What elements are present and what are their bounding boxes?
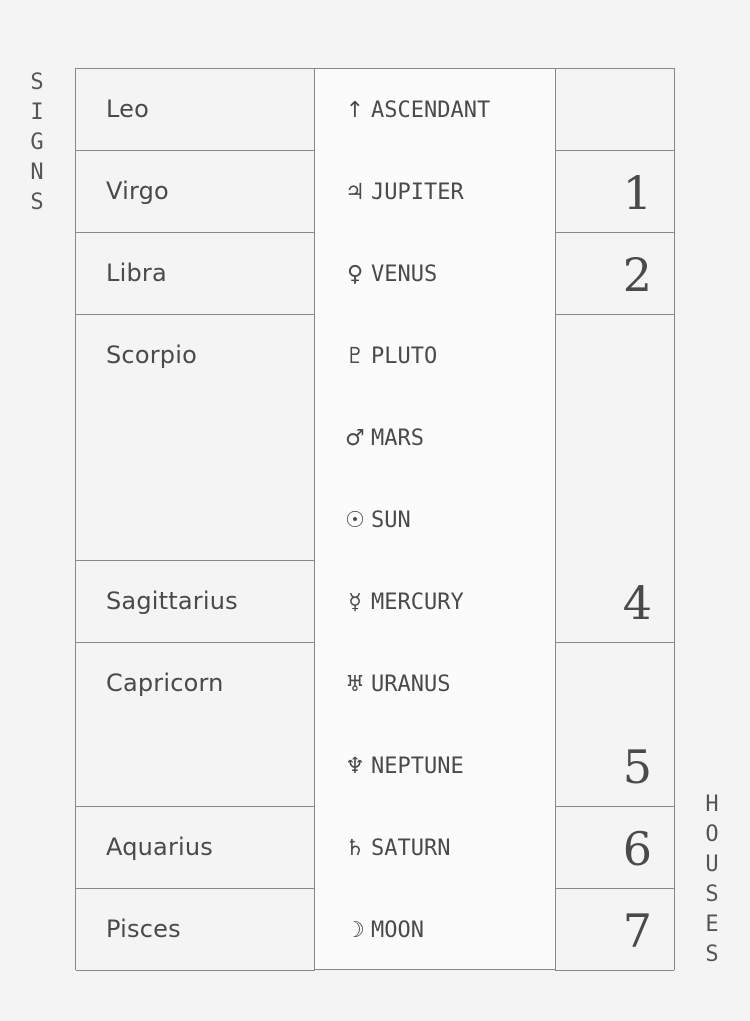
planet-name: SUN <box>371 507 411 533</box>
planet-item <box>343 807 450 889</box>
houses-letter: E <box>705 912 719 937</box>
sign-name: Scorpio <box>106 341 197 369</box>
houses-vertical-label <box>701 790 723 970</box>
signs-column <box>75 68 315 970</box>
jupiter-icon: ♃ <box>345 179 365 205</box>
signs-letter: S <box>30 70 44 95</box>
house-cell <box>555 806 674 888</box>
mercury-icon: ☿ <box>348 589 362 615</box>
house-number: 1 <box>622 166 652 220</box>
houses-letter: O <box>705 822 719 847</box>
moon-icon: ☽ <box>345 917 365 943</box>
house-cell <box>555 314 674 642</box>
neptune-icon: ♆ <box>345 753 365 779</box>
sign-name: Libra <box>106 259 167 287</box>
sun-icon: ☉ <box>345 507 365 533</box>
signs-letter: G <box>30 130 44 155</box>
pluto-icon: ♇ <box>345 343 365 369</box>
house-number: 7 <box>622 904 652 958</box>
planet-name: MERCURY <box>371 589 464 615</box>
house-cell <box>555 232 674 314</box>
sign-name: Pisces <box>106 915 181 943</box>
planet-name: ASCENDANT <box>371 97 491 123</box>
house-number: 4 <box>622 576 652 630</box>
house-number: 5 <box>622 740 652 794</box>
houses-letter: S <box>705 882 719 907</box>
sign-cell <box>76 150 315 232</box>
houses-letter: S <box>705 942 719 967</box>
sign-cell <box>76 232 315 314</box>
signs-vertical-label <box>26 68 48 218</box>
sign-cell <box>76 806 315 888</box>
planets-column <box>314 68 556 970</box>
signs-letter: S <box>30 190 44 215</box>
planet-name: PLUTO <box>371 343 438 369</box>
venus-icon: ♀ <box>346 261 364 287</box>
planet-name: NEPTUNE <box>371 753 464 779</box>
planet-item <box>343 69 490 151</box>
signs-letter: N <box>30 160 44 185</box>
planet-name: URANUS <box>371 671 451 697</box>
planet-name: MOON <box>371 917 424 943</box>
sign-cell <box>76 642 315 806</box>
planet-name: MARS <box>371 425 424 451</box>
saturn-icon: ♄ <box>345 835 365 861</box>
planet-item <box>343 643 450 725</box>
sign-name: Sagittarius <box>106 587 238 615</box>
sign-cell <box>76 314 315 560</box>
house-cell <box>555 68 674 150</box>
houses-letter: H <box>705 792 719 817</box>
house-number: 2 <box>622 248 652 302</box>
planet-name: VENUS <box>371 261 438 287</box>
signs-letter: I <box>30 100 44 125</box>
planet-item <box>343 315 437 397</box>
sign-name: Aquarius <box>106 833 213 861</box>
arrow-up-icon: ↑ <box>345 97 365 123</box>
sign-name: Capricorn <box>106 669 224 697</box>
planet-name: SATURN <box>371 835 451 861</box>
planet-item <box>343 561 464 643</box>
houses-letter: U <box>705 852 719 877</box>
uranus-icon: ♅ <box>345 671 365 697</box>
sign-name: Virgo <box>106 177 169 205</box>
houses-column <box>555 68 675 970</box>
planet-item <box>343 233 437 315</box>
planet-item <box>343 479 411 561</box>
house-cell <box>555 642 674 806</box>
sign-name: Leo <box>106 95 149 123</box>
sign-cell <box>76 560 315 642</box>
house-number: 6 <box>622 822 652 876</box>
mars-icon: ♂ <box>345 425 365 451</box>
sign-cell <box>76 68 315 150</box>
planet-item <box>343 725 464 807</box>
planet-item <box>343 889 424 971</box>
planet-name: JUPITER <box>371 179 464 205</box>
house-cell <box>555 150 674 232</box>
house-cell <box>555 888 674 971</box>
planet-item <box>343 151 464 233</box>
planet-item <box>343 397 424 479</box>
sign-cell <box>76 888 315 971</box>
